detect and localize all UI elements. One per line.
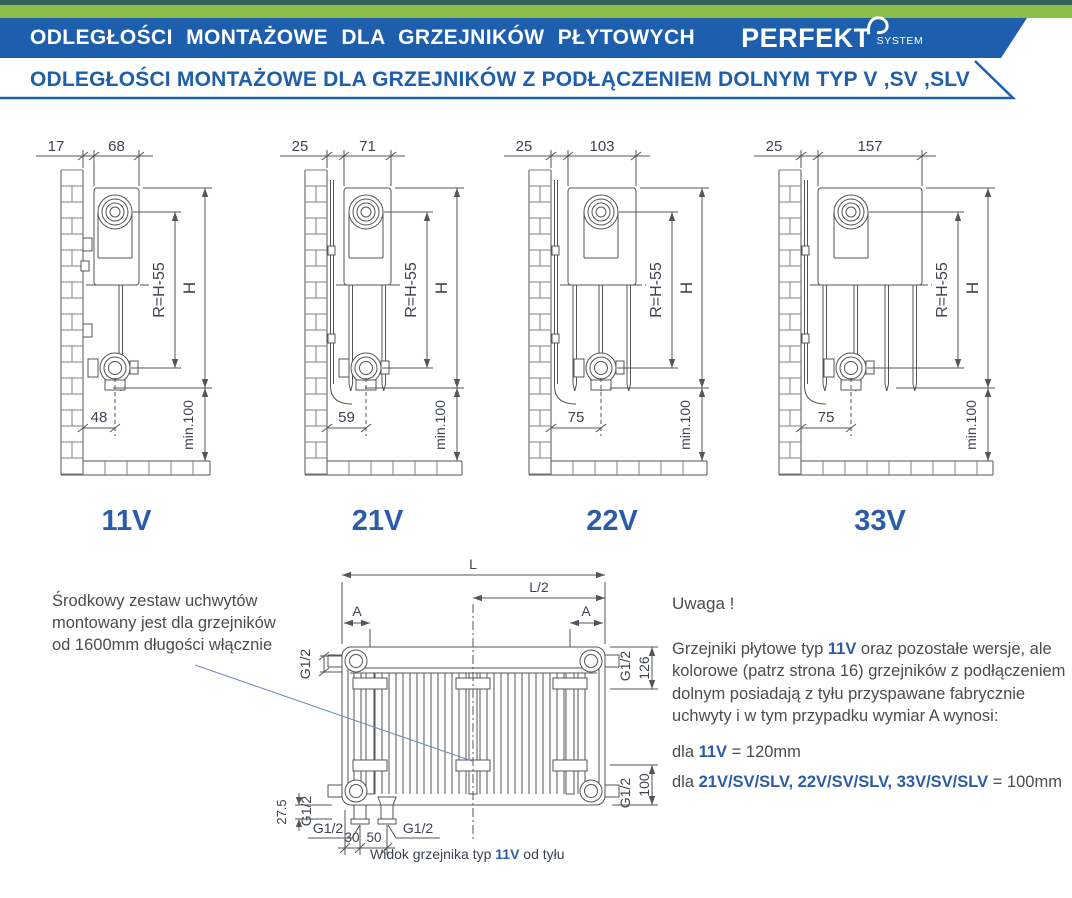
svg-text:59: 59 <box>338 409 355 426</box>
svg-text:11V: 11V <box>101 505 152 537</box>
dim-30: 30 <box>344 830 360 845</box>
brand-logo <box>741 25 923 51</box>
rear-view-caption: Widok grzejnika typ 11V od tyłu <box>370 846 565 862</box>
brand-hook-icon <box>866 15 890 37</box>
uwaga-paragraph: Grzejniki płytowe typ 11V oraz pozostałe wersje, ale kolorowe (patrz strona 16) grzejników z podłączeniem dolnym posiadają z tyłu przyspawane fabrycznie uchwyty i w tym przypadku wymiar A wynosi: <box>672 640 1066 726</box>
svg-text:R=H-55: R=H-55 <box>403 262 420 318</box>
dim-27-5: 27.5 <box>274 799 289 825</box>
diagram-33V <box>744 128 1006 540</box>
svg-text:25: 25 <box>515 138 533 155</box>
page-subtitle: ODLEGŁOŚCI MONTAŻOWE DLA GRZEJNIKÓW Z PODŁĄCZENIEM DOLNYM TYP V ,SV ,SLV <box>30 67 970 91</box>
svg-text:25: 25 <box>765 138 783 155</box>
svg-text:H: H <box>180 281 199 295</box>
dim-A-right: A <box>581 603 591 619</box>
svg-text:H: H <box>963 281 982 295</box>
svg-text:min.100: min.100 <box>963 400 979 450</box>
dim-100: 100 <box>636 773 652 797</box>
dim-g12-top-right: G1/2 <box>617 650 633 682</box>
svg-text:min.100: min.100 <box>432 400 448 450</box>
dim-L2: L/2 <box>529 579 549 595</box>
uwaga-note <box>672 594 1072 802</box>
uwaga-line-other: dla 21V/SV/SLV, 22V/SV/SLV, 33V/SV/SLV = 100mm <box>672 773 1062 792</box>
page-title: ODLEGŁOŚCI MONTAŻOWE DLA GRZEJNIKÓW PŁYTOWYCH <box>30 26 696 49</box>
rear-view-diagram <box>180 552 685 898</box>
svg-text:R=H-55: R=H-55 <box>934 262 951 318</box>
svg-text:68: 68 <box>108 138 125 155</box>
dim-A-left: A <box>352 603 362 619</box>
diagram-21V <box>270 128 532 540</box>
uwaga-title: Uwaga ! <box>672 594 735 613</box>
center-bracket-note: Środkowy zestaw uchwytów montowany jest dla grzejników od 1600mm długości włącznie <box>52 592 276 654</box>
dim-L: L <box>469 556 477 572</box>
dim-g12-bottom-right: G1/2 <box>617 777 633 809</box>
uwaga-line-11v: dla 11V = 120mm <box>672 742 801 761</box>
svg-text:75: 75 <box>817 409 835 426</box>
diagram-22V <box>494 128 756 540</box>
main-title-row <box>30 20 923 56</box>
svg-text:48: 48 <box>90 409 108 426</box>
svg-text:157: 157 <box>857 138 883 155</box>
brand-subname: SYSTEM <box>876 35 924 47</box>
subtitle-row <box>30 63 970 96</box>
svg-text:R=H-55: R=H-55 <box>151 262 168 318</box>
svg-text:min.100: min.100 <box>180 400 196 450</box>
dim-50: 50 <box>366 830 382 845</box>
svg-text:71: 71 <box>359 138 376 155</box>
brand-name: PERFEKT <box>741 23 871 53</box>
dark-strip <box>0 0 1072 5</box>
svg-text:17: 17 <box>47 138 65 155</box>
svg-text:103: 103 <box>589 138 615 155</box>
svg-text:21V: 21V <box>351 505 404 537</box>
diagram-11V <box>26 128 288 540</box>
svg-text:min.100: min.100 <box>677 400 693 450</box>
green-strip <box>0 5 1072 18</box>
svg-text:22V: 22V <box>586 505 638 537</box>
svg-text:75: 75 <box>567 409 585 426</box>
svg-text:33V: 33V <box>854 505 906 537</box>
dim-g12-top-left: G1/2 <box>297 648 313 680</box>
svg-text:H: H <box>432 281 451 295</box>
dim-g12-bottom-left: G1/2 <box>298 795 314 827</box>
dim-g12-stub-left: G1/2 <box>312 820 344 836</box>
svg-text:H: H <box>677 281 696 295</box>
svg-text:25: 25 <box>291 138 309 155</box>
svg-text:R=H-55: R=H-55 <box>648 262 665 318</box>
dim-g12-stub-right: G1/2 <box>402 820 434 836</box>
header <box>0 0 1072 104</box>
dim-126: 126 <box>636 656 652 680</box>
